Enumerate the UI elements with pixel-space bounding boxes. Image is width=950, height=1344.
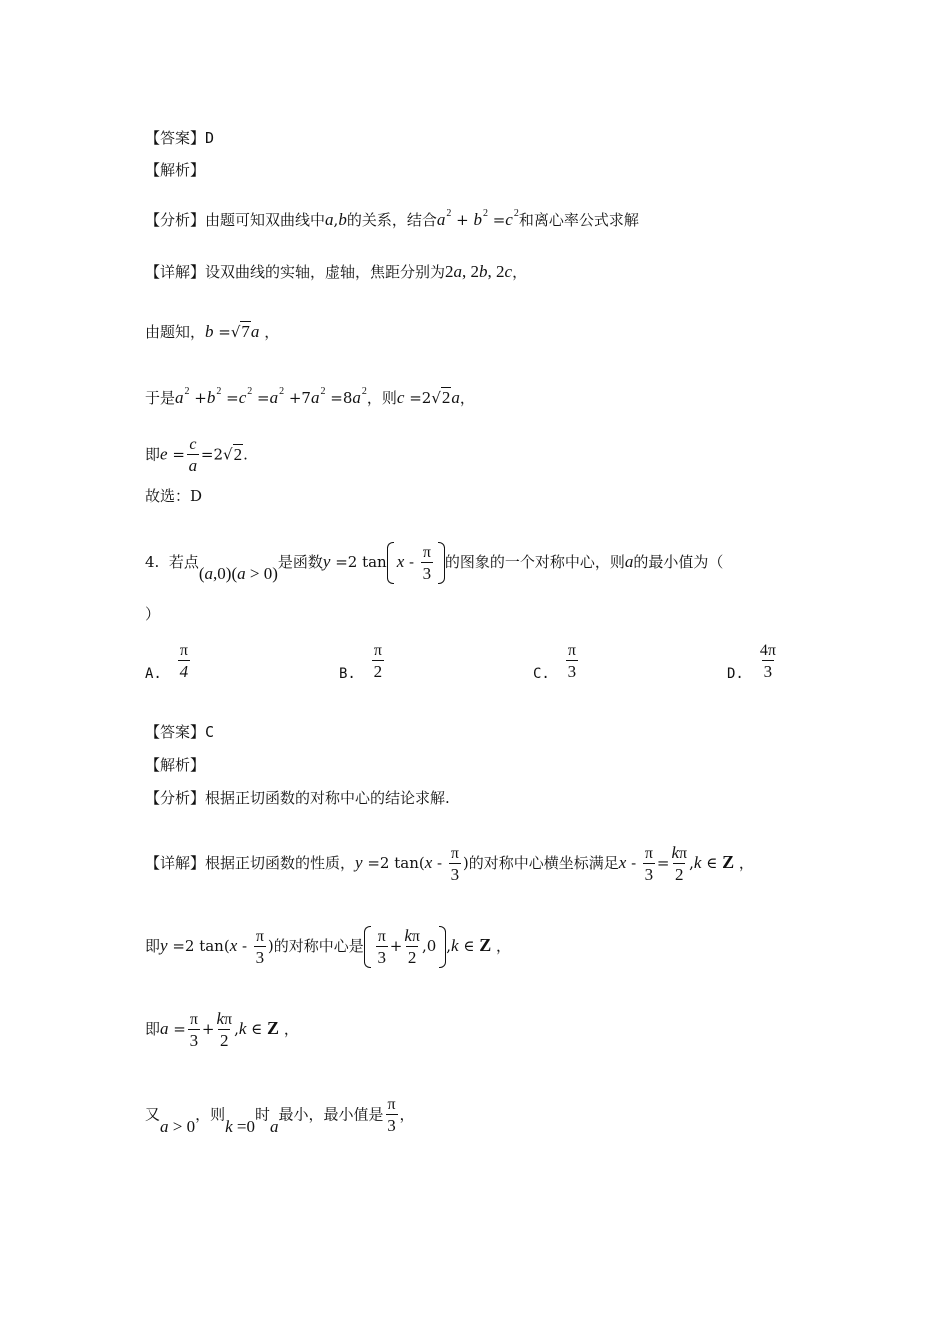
q4-line-center: 即y =2 tan(x - $\frac{\pi}{3}$ )的对称中心是 $\frac{\pi}{3}$ + $\frac{k\pi}{2}$ ,0 ,k ∈ Z ，	[145, 926, 512, 967]
option-c: C. $\frac{\pi}{3}$	[533, 641, 577, 682]
option-a: A. $\frac{\pi}{4}$	[145, 641, 189, 682]
option-d: D. $\frac{4\pi}{3}$	[727, 641, 776, 682]
fenxi-line-q4: 【分析】根据正切函数的对称中心的结论求解.	[145, 789, 450, 807]
answer-value: C	[205, 723, 215, 741]
answer-line-q3	[145, 128, 214, 148]
q4-line-a: 即a = $\frac{\pi}{3}$ + $\frac{k\pi}{2}$ ,k ∈ Z ，	[145, 1009, 299, 1050]
option-c-fraction: $\frac{\pi}{3}$	[567, 641, 577, 681]
q4-stem-close: ）	[145, 605, 161, 623]
q4-stem: 4. 若点(a,0)(a > 0)是函数y =2 tan x - $\frac{\pi}{3}$ 的图象的一个对称中心，则a的最小值为（	[145, 543, 724, 583]
q3-conclusion: 故选：D	[145, 487, 203, 505]
fenxi-tag: 【分析】	[145, 211, 206, 229]
option-b: B. $\frac{\pi}{2}$	[339, 641, 383, 682]
answer-tag: 【答案】	[145, 129, 206, 147]
detail-tag: 【详解】	[145, 854, 206, 872]
option-b-fraction: $\frac{\pi}{2}$	[373, 641, 383, 681]
q3-line-b: 由题知，b =√7a ，	[145, 322, 280, 341]
q3-line-c: 于是$a^2 +b^2 =c^2 =a^2 +7a^2 =8a^2$，则c =2√2a，	[145, 386, 475, 407]
analysis-tag-q4: 【解析】	[145, 756, 206, 774]
answer-line-q4	[145, 722, 214, 742]
fenxi-tag: 【分析】	[145, 789, 206, 807]
q4-line-min: 又a > 0，则k =0时a最小，最小值是 $\frac{\pi}{3}$ ，	[145, 1096, 415, 1136]
question-number: 4.	[145, 553, 160, 571]
detail-line-q3: 【详解】设双曲线的实轴，虚轴，焦距分别为2a, 2b, 2c，	[145, 262, 528, 281]
answer-tag: 【答案】	[145, 723, 206, 741]
answer-value: D	[205, 129, 215, 147]
option-a-fraction: $\frac{\pi}{4}$	[179, 641, 189, 681]
detail-tag: 【详解】	[145, 263, 206, 281]
fenxi-line-q3: 【分析】由题可知双曲线中a,b的关系，结合$a^2 + b^2 =c^2$和离心率公式求解	[145, 208, 639, 229]
detail-line-q4: 【详解】根据正切函数的性质，y =2 tan(x - $\frac{\pi}{3}$ )的对称中心横坐标满足x - $\frac{\pi}{3}$ = $\frac{k\pi}{2}$ ,k ∈ Z ，	[145, 843, 754, 884]
q3-line-e: 即e = $\frac{c}{a}$ =2√2.	[145, 436, 248, 475]
option-d-fraction: $\frac{4\pi}{3}$	[759, 641, 776, 681]
analysis-tag-q3: 【解析】	[145, 161, 206, 179]
